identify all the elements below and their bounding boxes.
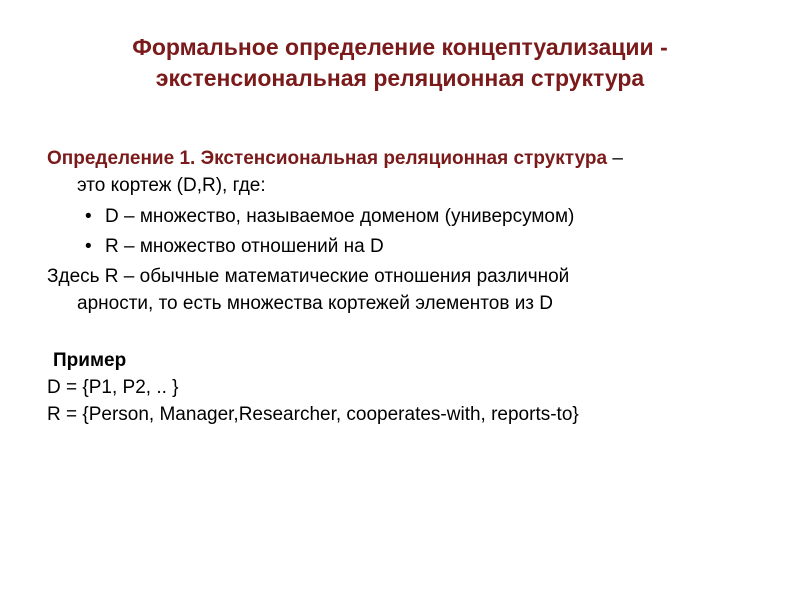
bullet-icon: •	[85, 236, 92, 257]
title-line-1: Формальное определение концептуализации -	[132, 34, 668, 60]
slide-title	[40, 32, 760, 94]
note-paragraph	[47, 263, 767, 317]
list-item	[85, 203, 767, 230]
definition-paragraph	[47, 145, 767, 199]
list-item	[85, 233, 767, 260]
definition-heading: Определение 1. Экстенсиональная реляционная структура	[47, 148, 608, 169]
example-r-line: R = {Person, Manager,Researcher, cooperates-with, reports-to}	[47, 404, 579, 425]
bullet-text-domain: D – множество, называемое доменом (универсумом)	[105, 206, 575, 227]
title-line-2: экстенсиональная реляционная структура	[155, 65, 645, 91]
definition-continuation: это кортеж (D,R), где:	[77, 175, 266, 196]
bullet-icon: •	[85, 206, 92, 227]
note-line-1: Здесь R – обычные математические отношения различной	[47, 266, 570, 287]
definition-dash: –	[607, 148, 623, 169]
bullet-text-relations: R – множество отношений на D	[105, 236, 384, 257]
spacer	[47, 317, 767, 347]
definition-bullet-list	[47, 203, 767, 260]
slide-body	[47, 145, 767, 428]
example-heading: Пример	[53, 350, 127, 371]
example-d-line: D = {P1, P2, .. }	[47, 377, 179, 398]
note-line-2: арности, то есть множества кортежей элементов из D	[77, 293, 554, 314]
